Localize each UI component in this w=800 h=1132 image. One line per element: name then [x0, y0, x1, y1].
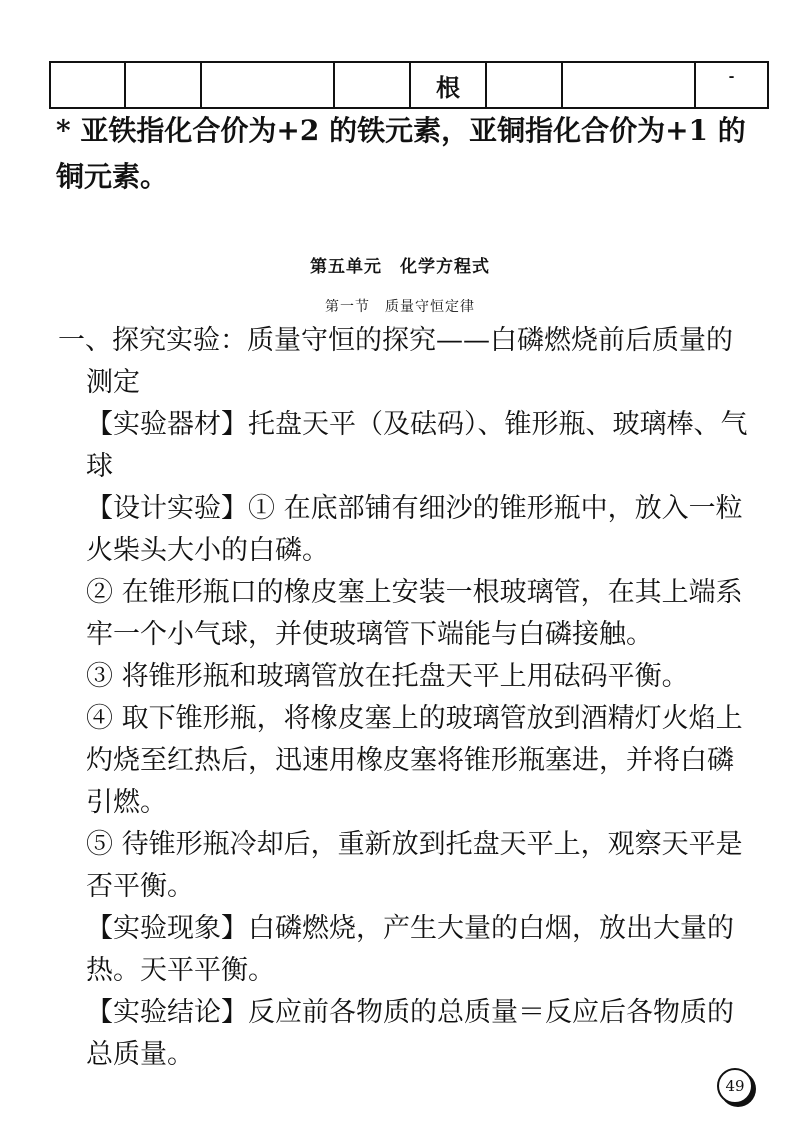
table-cell — [125, 62, 201, 108]
paragraph-equipment: 【实验器材】托盘天平（及砝码）、锥形瓶、玻璃棒、气球 — [86, 409, 748, 482]
experiment-heading: 一、探究实验：质量守恒的探究——白磷燃烧前后质量的测定 — [58, 325, 733, 398]
table-cell — [201, 62, 334, 108]
table-cell — [334, 62, 410, 108]
footnote: * 亚铁指化合价为+2 的铁元素，亚铜指化合价为+1 的铜元素。 — [56, 114, 746, 193]
paragraph-step-5: ⑤ 待锥形瓶冷却后，重新放到托盘天平上，观察天平是否平衡。 — [86, 829, 743, 902]
table-cell — [50, 62, 125, 108]
paragraph-step-2: ② 在锥形瓶口的橡皮塞上安装一根玻璃管，在其上端系牢一个小气球，并使玻璃管下端能与白磷接触。 — [86, 577, 743, 650]
section-title: 第一节 质量守恒定律 — [325, 299, 475, 315]
table-cell — [562, 62, 695, 108]
paragraph-phenomenon: 【实验现象】白磷燃烧，产生大量的白烟，放出大量的热。天平平衡。 — [86, 913, 734, 986]
paragraph-conclusion: 【实验结论】反应前各物质的总质量＝反应后各物质的总质量。 — [86, 997, 734, 1070]
table-cell: 根 — [410, 62, 486, 108]
table-cell: - — [695, 62, 768, 108]
page-number: 49 — [717, 1068, 753, 1104]
main-content — [58, 320, 748, 1076]
unit-title: 第五单元 化学方程式 — [310, 257, 490, 277]
paragraph-step-4: ④ 取下锥形瓶，将橡皮塞上的玻璃管放到酒精灯火焰上灼烧至红热后，迅速用橡皮塞将锥形瓶塞进，并将白磷引燃。 — [86, 703, 743, 818]
ion-table-row — [49, 61, 769, 109]
paragraph-step-3: ③ 将锥形瓶和玻璃管放在托盘天平上用砝码平衡。 — [86, 661, 689, 692]
paragraph-design-step-1: 【设计实验】① 在底部铺有细沙的锥形瓶中，放入一粒火柴头大小的白磷。 — [86, 493, 743, 566]
table-cell — [486, 62, 562, 108]
